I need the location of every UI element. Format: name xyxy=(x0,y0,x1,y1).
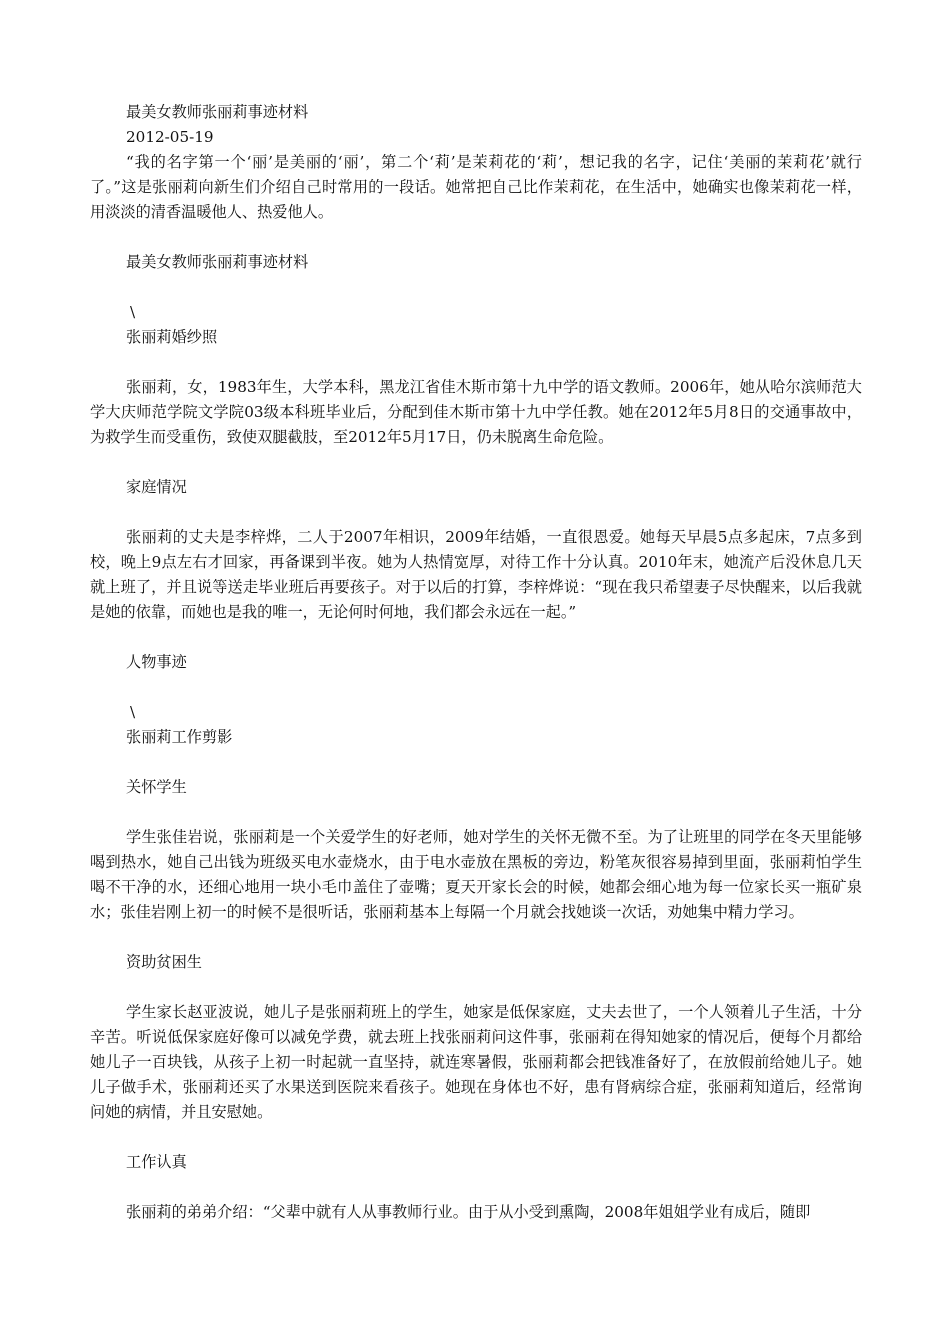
spacer xyxy=(90,450,862,475)
document-body xyxy=(90,100,862,1225)
image-placeholder-2: \ xyxy=(130,703,136,721)
doc-date: 2012-05-19 xyxy=(126,128,214,146)
title-repeat: 最美女教师张丽莉事迹材料 xyxy=(126,253,309,271)
section-heading-deeds: 人物事迹 xyxy=(126,653,187,671)
spacer xyxy=(90,350,862,375)
spacer xyxy=(90,975,862,1000)
spacer xyxy=(90,275,862,300)
spacer xyxy=(90,750,862,775)
aid-paragraph: 学生家长赵亚波说，她儿子是张丽莉班上的学生，她家是低保家庭，丈夫去世了，一个人领着儿子生活，十分辛苦。听说低保家庭好像可以减免学费，就去班上找张丽莉问这件事，张丽莉在得知她家的情况后，便每个月都给她儿子一百块钱，从孩子上初一时起就一直坚持，就连寒暑假，张丽莉都会把钱准备好了，在放假前给她儿子。她儿子做手术，张丽莉还买了水果送到医院来看孩子。她现在身体也不好，患有肾病综合症，张丽莉知道后，经常询问她的病情，并且安慰她。 xyxy=(90,1003,862,1121)
image-caption-2: 张丽莉工作剪影 xyxy=(126,728,233,746)
spacer xyxy=(90,625,862,650)
section-heading-care: 关怀学生 xyxy=(126,778,187,796)
intro-paragraph: “我的名字第一个‘丽’是美丽的‘丽’，第二个‘莉’是茉莉花的‘莉’，想记我的名字，记住‘美丽的茉莉花’就行了。”这是张丽莉向新生们介绍自己时常用的一段话。她常把自己比作茉莉花，在生活中，她确实也像茉莉花一样，用淡淡的清香温暖他人、热爱他人。 xyxy=(90,153,862,221)
spacer xyxy=(90,1175,862,1200)
spacer xyxy=(90,925,862,950)
family-paragraph: 张丽莉的丈夫是李梓烨，二人于2007年相识，2009年结婚，一直很恩爱。她每天早晨5点多起床，7点多到校，晚上9点左右才回家，再备课到半夜。她为人热情宽厚，对待工作十分认真。2010年末，她流产后没休息几天就上班了，并且说等送走毕业班后再要孩子。对于以后的打算，李梓烨说：“现在我只希望妻子尽快醒来，以后我就是她的依靠，而她也是我的唯一，无论何时何地，我们都会永远在一起。” xyxy=(90,528,862,621)
spacer xyxy=(90,225,862,250)
section-heading-family: 家庭情况 xyxy=(126,478,187,496)
doc-title: 最美女教师张丽莉事迹材料 xyxy=(126,103,309,121)
image-caption-1: 张丽莉婚纱照 xyxy=(126,328,218,346)
care-paragraph: 学生张佳岩说，张丽莉是一个关爱学生的好老师，她对学生的关怀无微不至。为了让班里的同学在冬天里能够喝到热水，她自己出钱为班级买电水壶烧水，由于电水壶放在黑板的旁边，粉笔灰很容易掉到里面，张丽莉怕学生喝不干净的水，还细心地用一块小毛巾盖住了壶嘴；夏天开家长会的时候，她都会细心地为每一位家长买一瓶矿泉水；张佳岩刚上初一的时候不是很听话，张丽莉基本上每隔一个月就会找她谈一次话，劝她集中精力学习。 xyxy=(90,828,862,921)
work-paragraph: 张丽莉的弟弟介绍：“父辈中就有人从事教师行业。由于从小受到熏陶，2008年姐姐学业有成后，随即 xyxy=(126,1203,811,1221)
section-heading-aid: 资助贫困生 xyxy=(126,953,202,971)
spacer xyxy=(90,675,862,700)
image-placeholder-1: \ xyxy=(130,303,136,321)
spacer xyxy=(90,500,862,525)
section-heading-work: 工作认真 xyxy=(126,1153,187,1171)
spacer xyxy=(90,1125,862,1150)
bio-paragraph: 张丽莉，女，1983年生，大学本科，黑龙江省佳木斯市第十九中学的语文教师。2006年，她从哈尔滨师范大学大庆师范学院文学院03级本科班毕业后，分配到佳木斯市第十九中学任教。她在2012年5月8日的交通事故中，为救学生而受重伤，致使双腿截肢，至2012年5月17日，仍未脱离生命危险。 xyxy=(90,378,862,446)
spacer xyxy=(90,800,862,825)
